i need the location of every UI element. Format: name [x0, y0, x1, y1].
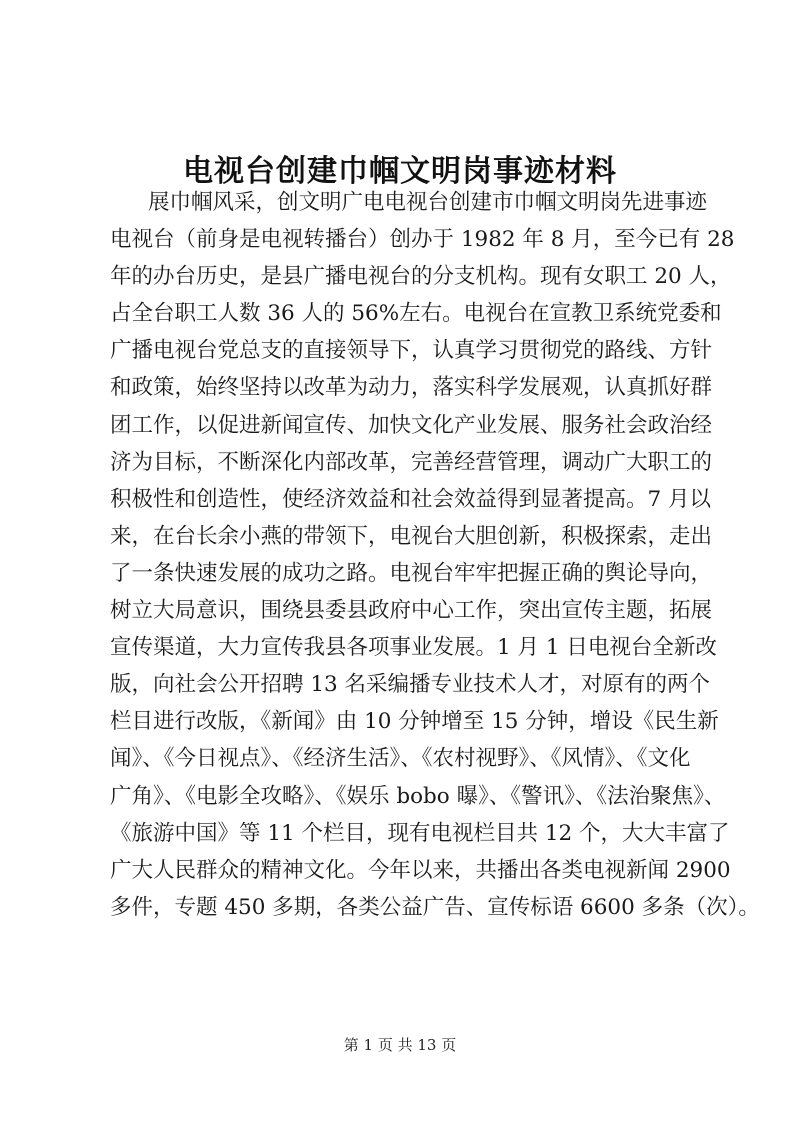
body-line: 年的办台历史，是县广播电视台的分支机构。现有女职工 20 人，	[110, 264, 732, 290]
body-line: 《旅游中国》等 11 个栏目，现有电视栏目共 12 个，大大丰富了	[110, 820, 730, 846]
body-line: 宣传渠道，大力宣传我县各项事业发展。1 月 1 日电视台全新改	[110, 635, 717, 661]
body-line: 闻》、《今日视点》、《经济生活》、《农村视野》、《风情》、《文化	[110, 746, 691, 772]
body-line: 积极性和创造性，使经济效益和社会效益得到显著提高。7 月以	[110, 486, 712, 512]
body-line: 电视台（前身是电视转播台）创办于 1982 年 8 月，至今已有 28	[110, 227, 735, 253]
page-number-footer: 第 1 页 共 13 页	[343, 1036, 457, 1054]
body-line: 了一条快速发展的成功之路。电视台牢牢把握正确的舆论导向，	[110, 560, 713, 586]
body-line: 广大人民群众的精神文化。今年以来，共播出各类电视新闻 2900	[110, 857, 731, 883]
document-title: 电视台创建巾帼文明岗事迹材料	[183, 154, 617, 189]
body-line: 广角》、《电影全攻略》、《娱乐 bobo 曝》、《警讯》、《法治聚焦》、	[110, 783, 726, 809]
body-line: 版，向社会公开招聘 13 名采编播专业技术人才，对原有的两个	[110, 672, 711, 698]
body-line: 多件，专题 450 多期，各类公益广告、宣传标语 6600 多条（次）。	[110, 894, 760, 920]
body-line: 来，在台长余小燕的带领下，电视台大胆创新，积极探索，走出	[110, 523, 713, 549]
body-line: 树立大局意识，围绕县委县政府中心工作，突出宣传主题，拓展	[110, 598, 713, 624]
body-line: 栏目进行改版，《新闻》由 10 分钟增至 15 分钟，增设《民生新	[110, 709, 719, 735]
body-line: 济为目标，不断深化内部改革，完善经营管理，调动广大职工的	[110, 449, 713, 475]
body-line: 广播电视台党总支的直接领导下，认真学习贯彻党的路线、方针	[110, 338, 713, 364]
body-line: 展巾帼风采，创文明广电电视台创建市巾帼文明岗先进事迹	[148, 190, 708, 215]
body-line: 和政策，始终坚持以改革为动力，落实科学发展观，认真抓好群	[110, 375, 713, 401]
body-line: 团工作，以促进新闻宣传、加快文化产业发展、服务社会政治经	[110, 412, 713, 438]
document-body	[110, 184, 760, 926]
body-line: 占全台职工人数 36 人的 56%左右。电视台在宣教卫系统党委和	[110, 301, 722, 327]
